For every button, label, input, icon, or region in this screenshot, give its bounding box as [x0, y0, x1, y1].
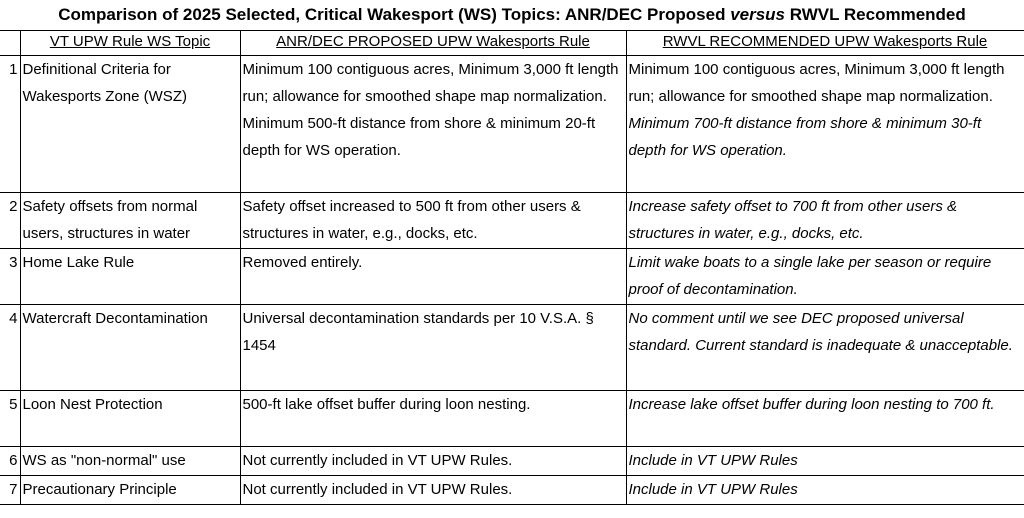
row-number[interactable]: 7 — [0, 476, 20, 505]
table-row — [0, 193, 1024, 249]
table-row — [0, 56, 1024, 193]
header-row — [0, 31, 1024, 56]
recommended-italic-text: Include in VT UPW Rules — [628, 481, 798, 498]
topic-cell[interactable]: Watercraft Decontamination — [20, 305, 240, 391]
table-row — [0, 447, 1024, 476]
recommended-cell[interactable] — [626, 391, 1024, 447]
topic-cell[interactable]: Precautionary Principle — [20, 476, 240, 505]
recommended-cell[interactable] — [626, 447, 1024, 476]
proposed-cell[interactable]: Universal decontamination standards per 10 V.S.A. § 1454 — [240, 305, 626, 391]
proposed-cell[interactable]: Minimum 100 contiguous acres, Minimum 3,000 ft length run; allowance for smoothed shape map normalization. Minimum 500-ft distance from shore & minimum 20-ft depth for WS operation. — [240, 56, 626, 193]
row-number[interactable]: 3 — [0, 249, 20, 305]
row-number[interactable]: 6 — [0, 447, 20, 476]
recommended-italic-text: Limit wake boats to a single lake per season or require proof of decontamination. — [628, 254, 992, 298]
recommended-italic-text: Increase safety offset to 700 ft from other users & structures in water, e.g., docks, etc. — [628, 198, 957, 242]
topic-cell[interactable]: Loon Nest Protection — [20, 391, 240, 447]
topic-cell[interactable]: WS as "non-normal" use — [20, 447, 240, 476]
row-number[interactable]: 2 — [0, 193, 20, 249]
recommended-cell[interactable] — [626, 193, 1024, 249]
recommended-cell[interactable] — [626, 56, 1024, 193]
header-recommended[interactable]: RWVL RECOMMENDED UPW Wakesports Rule — [626, 31, 1024, 56]
proposed-cell[interactable]: Safety offset increased to 500 ft from other users & structures in water, e.g., docks, etc. — [240, 193, 626, 249]
title-part1: Comparison of 2025 Selected, Critical Wakesport (WS) Topics: ANR/DEC Proposed — [58, 5, 731, 24]
proposed-cell[interactable]: Not currently included in VT UPW Rules. — [240, 476, 626, 505]
recommended-italic-text: Increase lake offset buffer during loon nesting to 700 ft. — [628, 396, 995, 413]
proposed-cell[interactable]: 500-ft lake offset buffer during loon nesting. — [240, 391, 626, 447]
table-title — [0, 0, 1024, 31]
proposed-cell[interactable]: Not currently included in VT UPW Rules. — [240, 447, 626, 476]
row-number[interactable]: 1 — [0, 56, 20, 193]
recommended-cell[interactable] — [626, 305, 1024, 391]
header-proposed[interactable]: ANR/DEC PROPOSED UPW Wakesports Rule — [240, 31, 626, 56]
comparison-table — [0, 31, 1024, 505]
table-row — [0, 476, 1024, 505]
recommended-italic-text: Include in VT UPW Rules — [628, 452, 798, 469]
topic-cell[interactable]: Definitional Criteria for Wakesports Zone (WSZ) — [20, 56, 240, 193]
header-num-cell[interactable] — [0, 31, 20, 56]
title-versus: versus — [730, 5, 786, 24]
table-row — [0, 305, 1024, 391]
recommended-text: Minimum 100 contiguous acres, Minimum 3,000 ft length run; allowance for smoothed shape map normalization. — [628, 61, 1005, 105]
table-row — [0, 249, 1024, 305]
recommended-italic-text: No comment until we see DEC proposed universal standard. Current standard is inadequate & unacceptable. — [628, 310, 1013, 354]
topic-cell[interactable]: Safety offsets from normal users, structures in water — [20, 193, 240, 249]
recommended-cell[interactable] — [626, 249, 1024, 305]
proposed-cell[interactable]: Removed entirely. — [240, 249, 626, 305]
title-part2: RWVL Recommended — [785, 5, 966, 24]
table-row — [0, 391, 1024, 447]
row-number[interactable]: 4 — [0, 305, 20, 391]
recommended-italic-text: Minimum 700-ft distance from shore & minimum 30-ft depth for WS operation. — [628, 115, 982, 159]
header-topic[interactable]: VT UPW Rule WS Topic — [20, 31, 240, 56]
topic-cell[interactable]: Home Lake Rule — [20, 249, 240, 305]
recommended-cell[interactable] — [626, 476, 1024, 505]
row-number[interactable]: 5 — [0, 391, 20, 447]
